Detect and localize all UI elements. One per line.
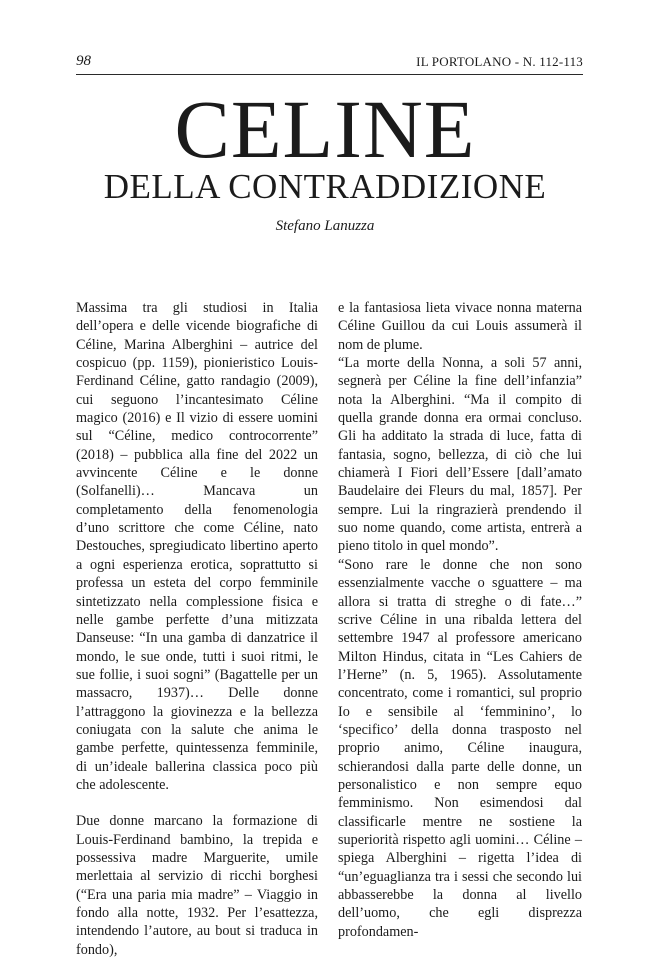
running-head: IL PORTOLANO - N. 112-113 (416, 54, 583, 69)
body-paragraph: Massima tra gli studiosi in Italia dell’opera e delle vicende biografiche di Céline, Marina Alberghini – autrice del cospicuo (pp. 1159), pionieristico Louis-Ferdinand Céline, gatto randagio (2009), cui seguono l’incantesimato Céline magico (2016) e Il vizio di essere uomini sul “Céline, medico controcorrente” (2018) – pubblica alla fine del 2022 un avvincente Céline e le donne (Solfanelli)… Mancava un completamento della fenomenologia d’uno scrittore che come Céline, nato Destouches, spregiudicato libertino aperto a ogni esperienza erotica, soprattutto si professa un esteta del corpo femminile sintetizzato nella complessione fisica e nelle gambe perfette d’una mitizzata Danseuse: “In una gamba di danzatrice il mondo, le sue onde, tutti i suoi ritmi, le sue follie, i suoi sogni” (Bagattelle per un massacro, 1937)… Delle donne l’attraggono la giovinezza e la bellezza coniugata con la salute che anima le gambe perfette, quintessenza femminile, di un’ideale ballerina classica poco più che adolescente. (76, 300, 318, 793)
article-author: Stefano Lanuzza (275, 218, 375, 234)
article-subtitle: DELLA CONTRADDIZIONE (103, 167, 547, 206)
body-paragraph: e la fantasiosa lieta vivace nonna materna Céline Guillou da cui Louis assumerà il nom de plume. (338, 300, 582, 353)
page-number: 98 (76, 53, 91, 69)
article-title: CELINE (174, 83, 476, 175)
header-rule (76, 74, 583, 75)
body-paragraph: “Sono rare le donne che non sono essenzialmente vacche o sguattere – ma allora si tratta di streghe o di fate…” scrive Céline in una ribalda lettera del settembre 1947 al professore americano Milton Hindus, citata in “Les Cahiers de l’Herne” (n. 5, 1965). Assolutamente concentrato, come i romantici, sul proprio Io e sensibile al ‘femminino’, lo ‘specifico’ della donna trasposto nel proprio animo, Céline inaugura, schierandosi dalla parte delle donne, un personalistico e non sempre equo femminismo. Non esimendosi dal classificarle mentre ne sostiene la superiorità rispetto agli uomini… Céline – spiega Alberghini – rigetta l’idea di “un’eguaglianza tra i sessi che secondo lui abbasserebbe la donna al livello dell’uomo, che egli disprezza profondamen- (338, 556, 582, 940)
body-paragraph: Due donne marcano la formazione di Louis-Ferdinand bambino, la trepida e possessiva madre Marguerite, umile merlettaia al servizio di ricchi borghesi (“Era una paria mia madre” – Viaggio in fondo alla notte, 1932. Per l’esattezza, intendendo l’autore, au bout si traduca in fondo), (76, 813, 318, 958)
left-column (76, 299, 318, 959)
body-paragraph: “La morte della Nonna, a soli 57 anni, segnerà per Céline la fine dell’infanzia” nota la Alberghini. “Ma il compito di quella grande donna era ormai concluso. Gli ha additato la strada di luce, fatta di fantasia, sogno, bellezza, di ciò che lui chiamerà I Fiori dell’Essere [dall’amato Baudelaire dei Fleurs du mal, 1857]. Per sempre. Lui la ringrazierà prendendo il suo nome quando, come artista, entrerà a pieno titolo in quel mondo”. (338, 355, 582, 555)
right-column (338, 299, 582, 941)
